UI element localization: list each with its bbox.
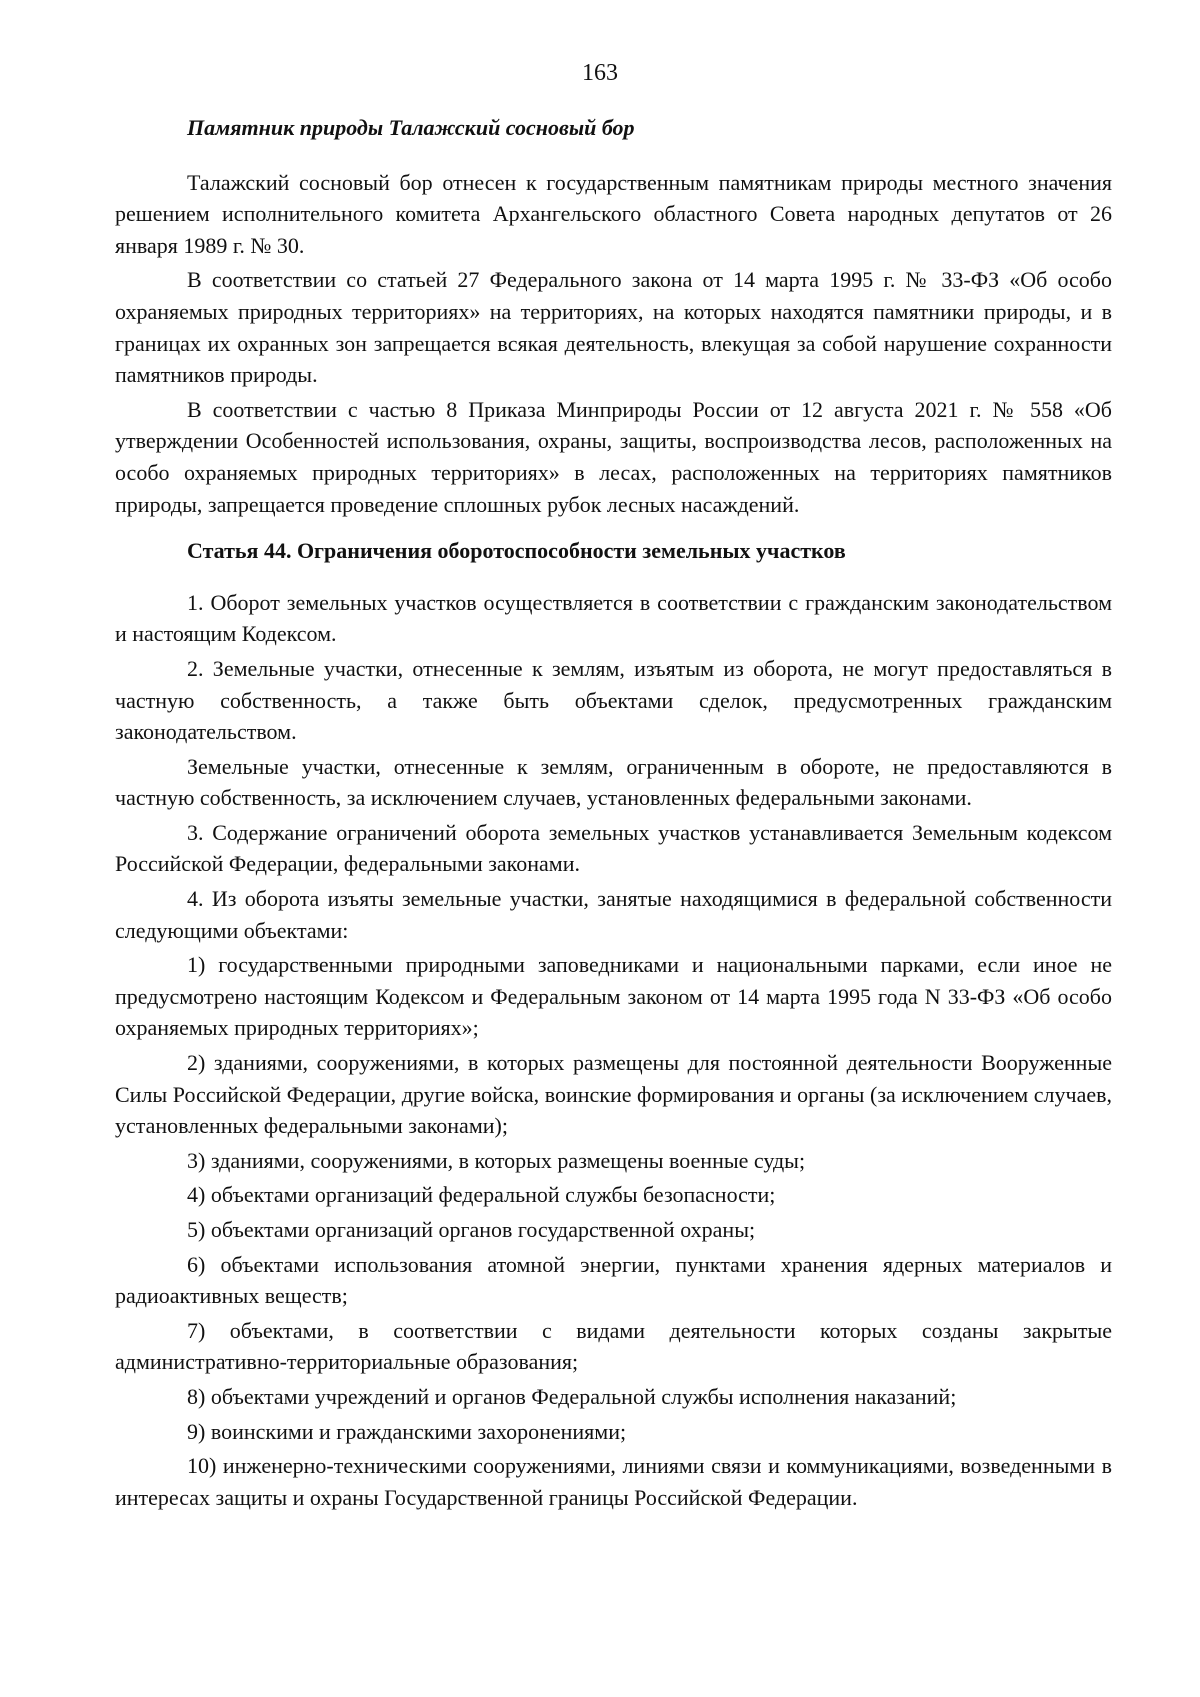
list-item: 8) объектами учреждений и органов Федеральной службы исполнения наказаний; (187, 1383, 957, 1409)
page-number: 163 (582, 60, 618, 86)
paragraph: 3. Содержание ограничений оборота земельных участков устанавливается Земельным кодексом Российской Федерации, федеральными законами. (115, 819, 1112, 877)
paragraph: В соответствии с частью 8 Приказа Минприроды России от 12 августа 2021 г. № 558 «Об утверждении Особенностей использования, охраны, защиты, воспроизводства лесов, расположенных на особо охраняемых природных территориях» в лесах, расположенных на территориях памятников природы, запрещается проведение сплошных рубок лесных насаждений. (115, 396, 1112, 517)
page-content (115, 112, 1112, 1516)
list-item: 6) объектами использования атомной энергии, пунктами хранения ядерных материалов и радиоактивных веществ; (115, 1251, 1112, 1309)
list-item: 9) воинскими и гражданскими захоронениями; (187, 1418, 627, 1444)
section-title: Памятник природы Талажский сосновый бор (187, 115, 635, 140)
list-item: 4) объектами организаций федеральной службы безопасности; (187, 1182, 776, 1208)
list-item: 7) объектами, в соответствии с видами деятельности которых созданы закрытые административно-территориальные образования; (115, 1317, 1112, 1375)
paragraph: Земельные участки, отнесенные к землям, ограниченным в обороте, не предоставляются в частную собственность, за исключением случаев, установленных федеральными законами. (115, 753, 1112, 811)
list-item: 1) государственными природными заповедниками и национальными парками, если иное не предусмотрено настоящим Кодексом и Федеральным законом от 14 марта 1995 года N 33-ФЗ «Об особо охраняемых природных территориях»; (115, 952, 1112, 1041)
paragraph: 4. Из оборота изъяты земельные участки, занятые находящимися в федеральной собственности следующими объектами: (115, 886, 1112, 943)
paragraph: 2. Земельные участки, отнесенные к землям, изъятым из оборота, не могут предоставляться в частную собственность, а также быть объектами сделок, предусмотренных гражданским законодательством. (115, 655, 1112, 745)
article-title: Статья 44. Ограничения оборотоспособности земельных участков (187, 538, 846, 564)
list-item: 2) зданиями, сооружениями, в которых размещены для постоянной деятельности Вооруженные Силы Российской Федерации, другие войска, воинские формирования и органы (за исключением случаев, установленных федеральными законами); (115, 1050, 1112, 1139)
list-item: 10) инженерно-техническими сооружениями, линиями связи и коммуникациями, возведенными в интересах защиты и охраны Государственной границы Российской Федерации. (115, 1453, 1112, 1510)
paragraph: Талажский сосновый бор отнесен к государственным памятникам природы местного значения решением исполнительного комитета Архангельского областного Совета народных депутатов от 26 января 1989 г. № 30. (115, 169, 1112, 258)
list-item: 5) объектами организаций органов государственной охраны; (187, 1217, 756, 1242)
paragraph: В соответствии со статьей 27 Федерального закона от 14 марта 1995 г. № 33-ФЗ «Об особо охраняемых природных территориях» на территориях, на которых находятся памятники природы, и в границах их охранных зон запрещается всякая деятельность, влекущая за собой нарушение сохранности памятников природы. (115, 267, 1112, 388)
list-item: 3) зданиями, сооружениями, в которых размещены военные суды; (187, 1147, 806, 1173)
paragraph: 1. Оборот земельных участков осуществляется в соответствии с гражданским законодательством и настоящим Кодексом. (115, 589, 1112, 647)
